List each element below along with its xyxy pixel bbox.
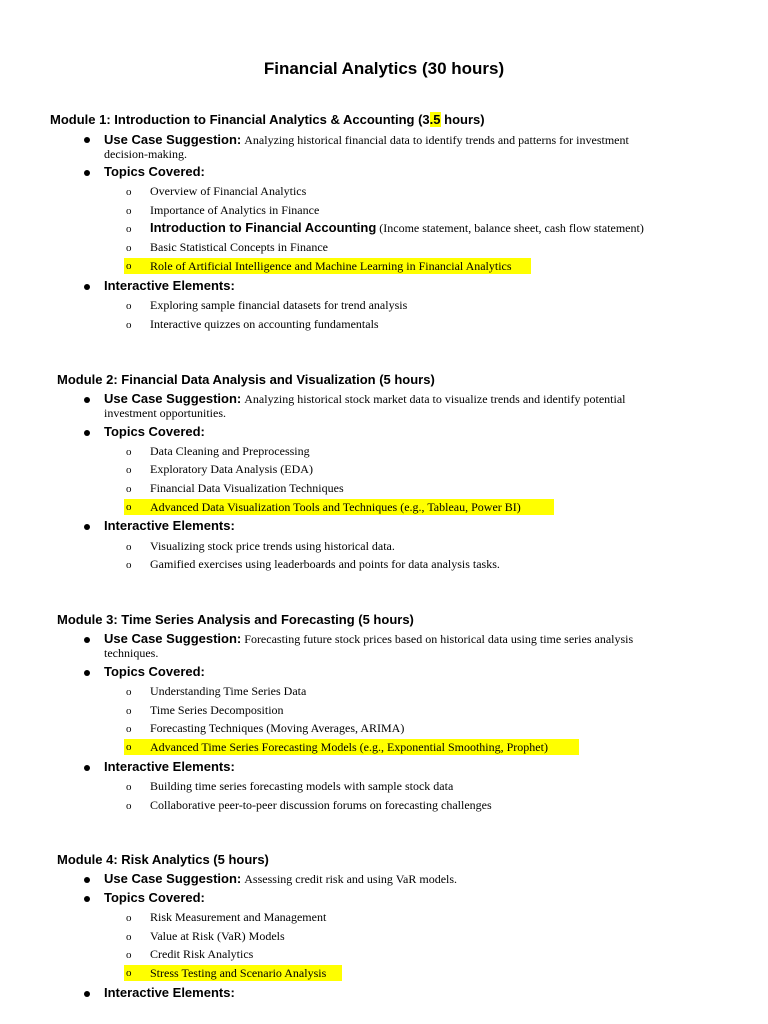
sub-bullet: o [126, 949, 132, 961]
topic-item-bold: Introduction to Financial Accounting [150, 220, 377, 235]
use-case-text: Forecasting future stock prices based on historical data using time series analysis [244, 632, 634, 646]
topic-item-highlighted: Advanced Data Visualization Tools and Techniques (e.g., Tableau, Power BI) [150, 500, 521, 514]
interactive-label: Interactive Elements: [104, 759, 235, 774]
module-2-interactive-heading [104, 519, 684, 533]
sub-bullet: o [126, 223, 132, 235]
sub-bullet: o [126, 483, 132, 495]
topic-item: Understanding Time Series Data [150, 684, 307, 698]
module-4-use-case [104, 872, 684, 886]
topic-item: Forecasting Techniques (Moving Averages, ARIMA) [150, 721, 405, 735]
interactive-item: Building time series forecasting models with sample stock data [150, 779, 454, 793]
topics-label: Topics Covered: [104, 164, 205, 179]
topic-item: Data Cleaning and Preprocessing [150, 444, 310, 458]
topics-label: Topics Covered: [104, 664, 205, 679]
use-case-text: Assessing credit risk and using VaR models. [244, 872, 458, 886]
topic-item: Overview of Financial Analytics [150, 184, 307, 198]
sub-bullet: o [126, 931, 132, 943]
module-3-topics-heading [104, 665, 684, 679]
bullet-dot [84, 170, 90, 176]
interactive-item: Exploring sample financial datasets for trend analysis [150, 298, 408, 312]
module-3-interactive-heading [104, 760, 684, 774]
module-2-heading: Module 2: Financial Data Analysis and Visualization (5 hours) [57, 372, 435, 387]
interactive-label: Interactive Elements: [104, 278, 235, 293]
use-case-text: Analyzing historical stock market data to visualize trends and identify potential [244, 392, 626, 406]
sub-bullet: o [126, 723, 132, 735]
module-3-use-case [104, 632, 684, 660]
topic-item: Financial Data Visualization Techniques [150, 481, 344, 495]
sub-bullet: o [126, 800, 132, 812]
document-title: Financial Analytics (30 hours) [263, 59, 505, 78]
topic-item-highlighted: Stress Testing and Scenario Analysis [150, 966, 327, 980]
use-case-label: Use Case Suggestion: [104, 871, 242, 886]
bullet-dot [84, 896, 90, 902]
module-4-heading: Module 4: Risk Analytics (5 hours) [57, 852, 269, 867]
topics-label: Topics Covered: [104, 890, 205, 905]
topic-item-detail: (Income statement, balance sheet, cash flow statement) [376, 221, 644, 235]
bullet-dot [84, 524, 90, 530]
sub-bullet: o [126, 501, 132, 513]
use-case-text-cont: techniques. [104, 646, 159, 660]
sub-bullet: o [126, 705, 132, 717]
use-case-label: Use Case Suggestion: [104, 132, 242, 147]
topic-item: Risk Measurement and Management [150, 910, 327, 924]
module-1-interactive-heading [104, 279, 684, 293]
bullet-dot [84, 670, 90, 676]
module-1-use-case [104, 133, 684, 161]
bullet-dot [84, 637, 90, 643]
sub-bullet: o [126, 319, 132, 331]
interactive-label: Interactive Elements: [104, 518, 235, 533]
topic-item [150, 220, 644, 236]
sub-bullet: o [126, 464, 132, 476]
use-case-text-cont: investment opportunities. [104, 406, 226, 420]
bullet-dot [84, 397, 90, 403]
sub-bullet: o [126, 242, 132, 254]
bullet-dot [84, 877, 90, 883]
topic-item-highlighted: Advanced Time Series Forecasting Models (e.g., Exponential Smoothing, Prophet) [150, 740, 548, 754]
use-case-label: Use Case Suggestion: [104, 631, 242, 646]
module-1-heading-highlight: .5 [429, 112, 441, 127]
bullet-dot [84, 430, 90, 436]
topic-item: Importance of Analytics in Finance [150, 203, 320, 217]
bullet-dot [84, 284, 90, 290]
use-case-text: Analyzing historical financial data to identify trends and patterns for investment [244, 133, 629, 147]
module-2-use-case [104, 392, 684, 420]
module-3-heading: Module 3: Time Series Analysis and Forecasting (5 hours) [57, 612, 414, 627]
sub-bullet: o [126, 741, 132, 753]
interactive-item: Collaborative peer-to-peer discussion forums on forecasting challenges [150, 798, 492, 812]
sub-bullet: o [126, 186, 132, 198]
sub-bullet: o [126, 205, 132, 217]
topic-item: Basic Statistical Concepts in Finance [150, 240, 328, 254]
module-1-heading-text: Module 1: Introduction to Financial Analytics & Accounting (3 [50, 112, 430, 127]
sub-bullet: o [126, 300, 132, 312]
interactive-item: Interactive quizzes on accounting fundamentals [150, 317, 379, 331]
module-1-heading-suffix: hours) [440, 112, 485, 127]
sub-bullet: o [126, 912, 132, 924]
sub-bullet: o [126, 559, 132, 571]
bullet-dot [84, 991, 90, 997]
topic-item: Value at Risk (VaR) Models [150, 929, 285, 943]
bullet-dot [84, 765, 90, 771]
module-1-heading [50, 111, 485, 129]
sub-bullet: o [126, 686, 132, 698]
interactive-item: Visualizing stock price trends using historical data. [150, 539, 395, 553]
use-case-label: Use Case Suggestion: [104, 391, 242, 406]
module-1-topics-heading [104, 165, 684, 179]
topic-item-highlighted: Role of Artificial Intelligence and Machine Learning in Financial Analytics [150, 259, 512, 273]
sub-bullet: o [126, 260, 132, 272]
interactive-label: Interactive Elements: [104, 985, 235, 1000]
bullet-dot [84, 137, 90, 143]
module-2-topics-heading [104, 425, 684, 439]
use-case-text-cont: decision-making. [104, 147, 187, 161]
topics-label: Topics Covered: [104, 424, 205, 439]
topic-item: Time Series Decomposition [150, 703, 284, 717]
sub-bullet: o [126, 541, 132, 553]
sub-bullet: o [126, 446, 132, 458]
topic-item: Credit Risk Analytics [150, 947, 254, 961]
interactive-item: Gamified exercises using leaderboards and points for data analysis tasks. [150, 557, 500, 571]
module-4-interactive-heading [104, 986, 684, 1000]
sub-bullet: o [126, 781, 132, 793]
module-4-topics-heading [104, 891, 684, 905]
sub-bullet: o [126, 967, 132, 979]
topic-item: Exploratory Data Analysis (EDA) [150, 462, 313, 476]
